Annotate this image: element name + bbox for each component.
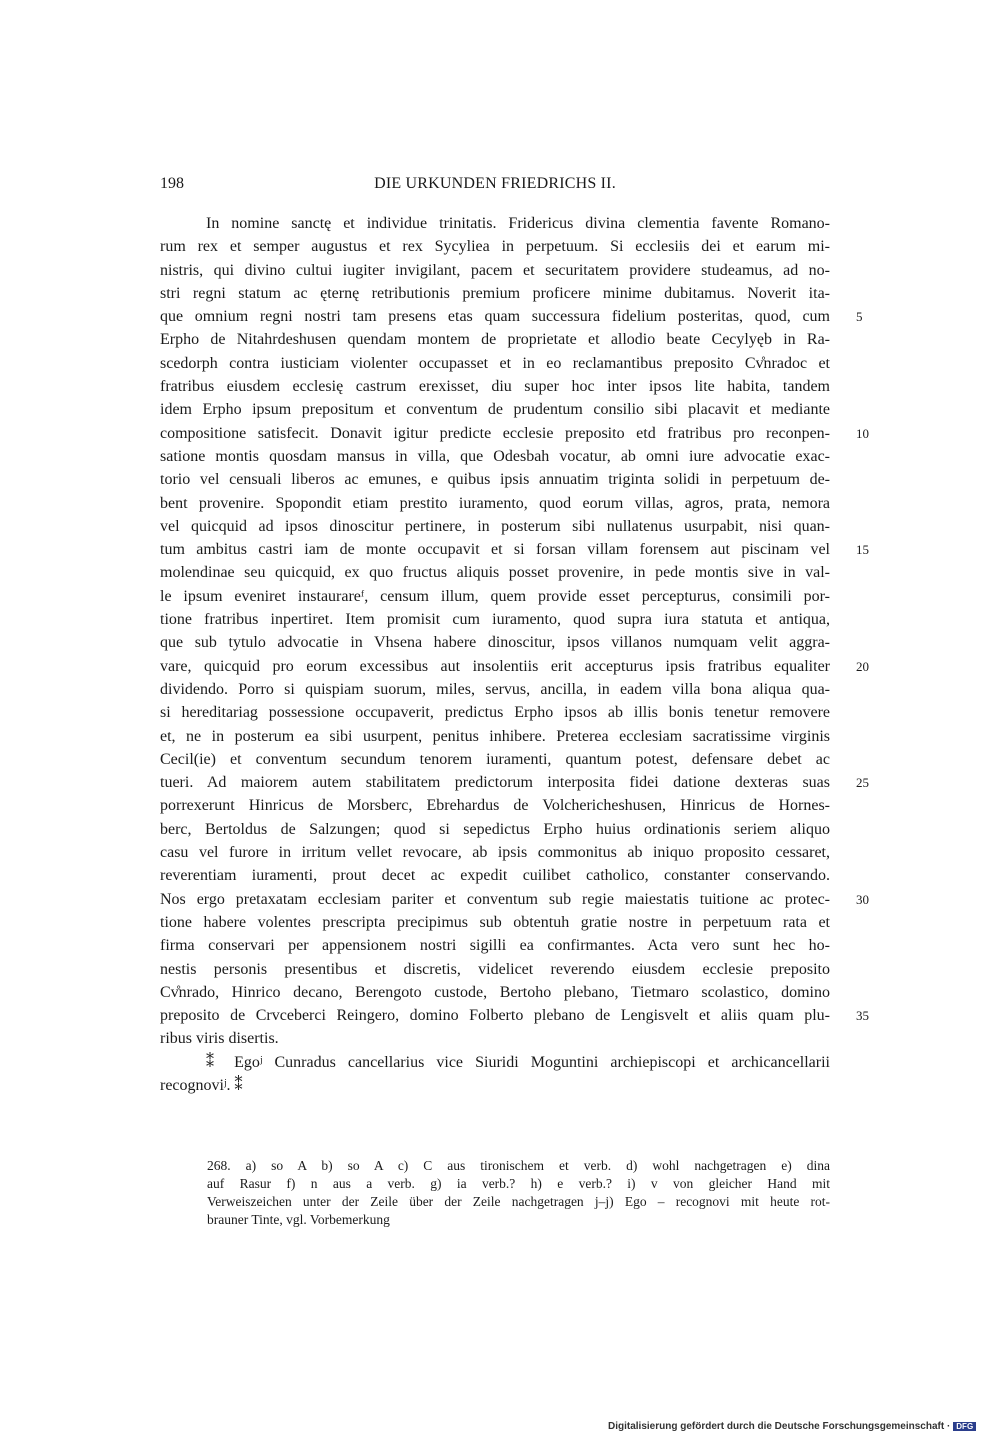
text-line — [160, 841, 830, 864]
line-number: 20 — [856, 658, 869, 674]
line-text: reverentiam iuramenti, prout decet ac expedit cuilibet catholico, constanter conservando. — [160, 867, 830, 885]
text-line — [160, 701, 830, 724]
line-text: firma conservari per appensionem nostri sigilli ea confirmantes. Acta vero sunt hec ho- — [160, 937, 830, 955]
text-line — [160, 515, 830, 538]
text-line — [160, 981, 830, 1004]
footnote-line: 268. a) so A b) so A c) C aus tironischem et verb. d) wohl nachgetragen e) dina — [207, 1158, 830, 1173]
text-line — [160, 561, 830, 584]
text-line — [160, 888, 869, 911]
line-text: tueri. Ad maiorem autem stabilitatem predictorum interposita fidei datione dexteras suas — [160, 774, 830, 792]
line-number: 35 — [856, 1008, 869, 1024]
text-line — [160, 678, 830, 701]
text-line — [160, 212, 830, 235]
text-line — [160, 771, 869, 794]
text-line — [160, 655, 869, 678]
text-line — [160, 328, 830, 351]
text-line — [160, 492, 830, 515]
line-text: et, ne in posterum ea sibi usurpent, penitus inhibere. Preterea ecclesiam sacratissime virginis — [160, 727, 830, 745]
line-text: Cv̊nrado, Hinrico decano, Berengoto custode, Bertoho plebano, Tietmaro scolastico, domino — [160, 983, 830, 1001]
text-line — [160, 911, 830, 934]
line-number: 5 — [856, 309, 863, 325]
line-text: scedorph contra iusticiam violenter occupasset et in eo reclamantibus preposito Cv̊nradoc et — [160, 354, 830, 372]
line-text: tione fratribus inpertiret. Item promisit cum iuramento, quod supra iura statuta et antiqua, — [160, 611, 830, 629]
text-line — [160, 235, 830, 258]
text-line — [160, 422, 869, 445]
footnote-line: Verweiszeichen unter der Zeile über der Zeile nachgetragen j–j) Ego – recognovi mit heute rot- — [207, 1194, 830, 1209]
line-text: compositione satisfecit. Donavit igitur predicte ecclesie preposito etd fratribus pro reconpen- — [160, 424, 830, 442]
line-text: que omnium regni nostri tam presens etas quam successura fidelium posteritas, quod, cum — [160, 308, 830, 326]
page-number: 198 — [160, 175, 184, 192]
text-line — [160, 305, 863, 328]
page-header — [160, 175, 830, 199]
text-line — [160, 864, 830, 887]
line-number: 10 — [856, 425, 869, 441]
line-text: vel quicquid ad ipsos dinoscitur pertinere, in posterum sibi nullatenus usurpabit, nisi quan- — [160, 517, 830, 535]
line-text: torio vel censuali liberos ac emunes, e quibus ipsis annuatim triginta solidi in perpetuum de- — [160, 471, 830, 489]
text-line — [160, 1074, 830, 1097]
text-line — [160, 608, 830, 631]
line-text: molendinae seu quicquid, ex quo fructus aliquis posset provenire, in pede montis sive in val- — [160, 564, 830, 582]
line-text: si hereditariag possessione occupaverit, predictus Erpho ipsos ab illis bonis tenetur removere — [160, 704, 830, 722]
text-line — [160, 748, 830, 771]
line-text: ribus viris disertis. — [160, 1030, 279, 1048]
funding-credit — [608, 1421, 976, 1432]
line-text: nestis personis presentibus et discretis, videlicet reverendo eiusdem ecclesie preposito — [160, 960, 830, 978]
text-line — [160, 1051, 830, 1074]
charter-text — [160, 212, 869, 1097]
text-line — [160, 398, 830, 421]
text-line — [160, 259, 830, 282]
line-text: ⁑ Egoʲ Cunradus cancellarius vice Siuridi Moguntini archiepiscopi et archicancellarii — [206, 1053, 830, 1071]
line-text: porrexerunt Hinricus de Morsberc, Ebrehardus de Volchericheshusen, Hinricus de Hornes- — [160, 797, 830, 815]
line-text: stri regni statum ac ęternę retributionis premium proficere minime dubitamus. Noverit ita- — [160, 284, 830, 302]
text-line — [160, 585, 830, 608]
line-text: bent provenire. Spopondit etiam prestito iuramento, quod eorum villas, agros, prata, nemora — [160, 494, 830, 512]
line-text: fratribus eiusdem ecclesię castrum erexisset, diu super hoc inter ipsos lite habita, tandem — [160, 378, 830, 396]
running-title: DIE URKUNDEN FRIEDRICHS II. — [374, 175, 616, 192]
line-number: 15 — [856, 542, 869, 558]
text-line — [160, 375, 830, 398]
line-text: tione habere volentes prescripta precipimus sub obtentuh gratie nostre in perpetuum rata et — [160, 913, 830, 931]
line-text: berc, Bertoldus de Salzungen; quod si sepedictus Erpho huius ordinationis seriem aliquo — [160, 820, 830, 838]
line-text: recognoviʲ. ⁑ — [160, 1076, 243, 1094]
footnote-line: brauner Tinte, vgl. Vorbemerkung — [207, 1212, 390, 1227]
line-text: idem Erpho ipsum prepositum et conventum de prudentum consilio sibi placavit et mediante — [160, 401, 830, 419]
line-text: satione montis quosdam mansus in villa, que Odesbah vocatur, ab omni iure advocatie exac- — [160, 447, 830, 465]
text-line — [160, 1004, 869, 1027]
text-line — [160, 631, 830, 654]
footnote-line: auf Rasur f) n aus a verb. g) ia verb.? h) e verb.? i) v von gleicher Hand mit — [207, 1176, 830, 1191]
line-text: le ipsum eveniret instaurareᶠ, censum illum, quem provide esset percepturus, consimili por- — [160, 587, 830, 605]
line-text: nistris, qui divino cultui iugiter invigilant, pacem et securitatem providere studeamus, ad no- — [160, 261, 830, 279]
line-text: casu vel furore in irritum vellet revocare, ab ipsis commonitus ab iniquo proposito cessaret, — [160, 844, 830, 862]
line-text: dividendo. Porro si quispiam suorum, miles, servus, ancilla, in eadem villa bona aliqua qua- — [160, 680, 830, 698]
dfg-logo: DFG — [953, 1422, 976, 1431]
text-line — [160, 725, 830, 748]
text-line — [160, 445, 830, 468]
text-line — [160, 282, 830, 305]
line-text: In nomine sanctę et individue trinitatis. Fridericus divina clementia favente Romano- — [206, 215, 830, 232]
line-number: 25 — [856, 775, 869, 791]
line-text: que sub tytulo advocatie in Vhsena habere dinoscitur, ipsos villanos numquam velit aggra- — [160, 634, 830, 652]
line-text: Cecil(ie) et conventum secundum tenorem iuramenti, quantum potest, defensare debet ac — [160, 750, 830, 768]
text-line — [160, 958, 830, 981]
line-text: rum rex et semper augustus et rex Sycyliea in perpetuum. Si ecclesiis dei et earum mi- — [160, 238, 830, 256]
text-line — [160, 934, 830, 957]
line-text: Erpho de Nitahrdeshusen quendam montem de proprietate et allodio beate Cecylyęb in Ra- — [160, 331, 830, 349]
footnote-apparatus — [207, 1157, 830, 1229]
line-text: Nos ergo pretaxatam ecclesiam pariter et conventum sub regie maiestatis tuitione ac protec- — [160, 890, 830, 908]
line-number: 30 — [856, 891, 869, 907]
text-line — [160, 818, 830, 841]
credit-text: Digitalisierung gefördert durch die Deutsche Forschungsgemeinschaft · — [608, 1421, 951, 1432]
text-line — [160, 794, 830, 817]
line-text: vare, quicquid pro eorum excessibus aut insolentiis erit accepturus ipsis fratribus equaliter — [160, 657, 830, 675]
text-line — [160, 352, 830, 375]
line-text: tum ambitus castri iam de monte occupavit et si forsan villam forensem aut piscinam vel — [160, 541, 830, 559]
text-line — [160, 468, 830, 491]
text-line — [160, 538, 869, 561]
line-text: preposito de Crvceberci Reingero, domino Folberto plebano de Lengisvelt et aliis quam plu- — [160, 1007, 830, 1025]
text-line — [160, 1027, 830, 1050]
